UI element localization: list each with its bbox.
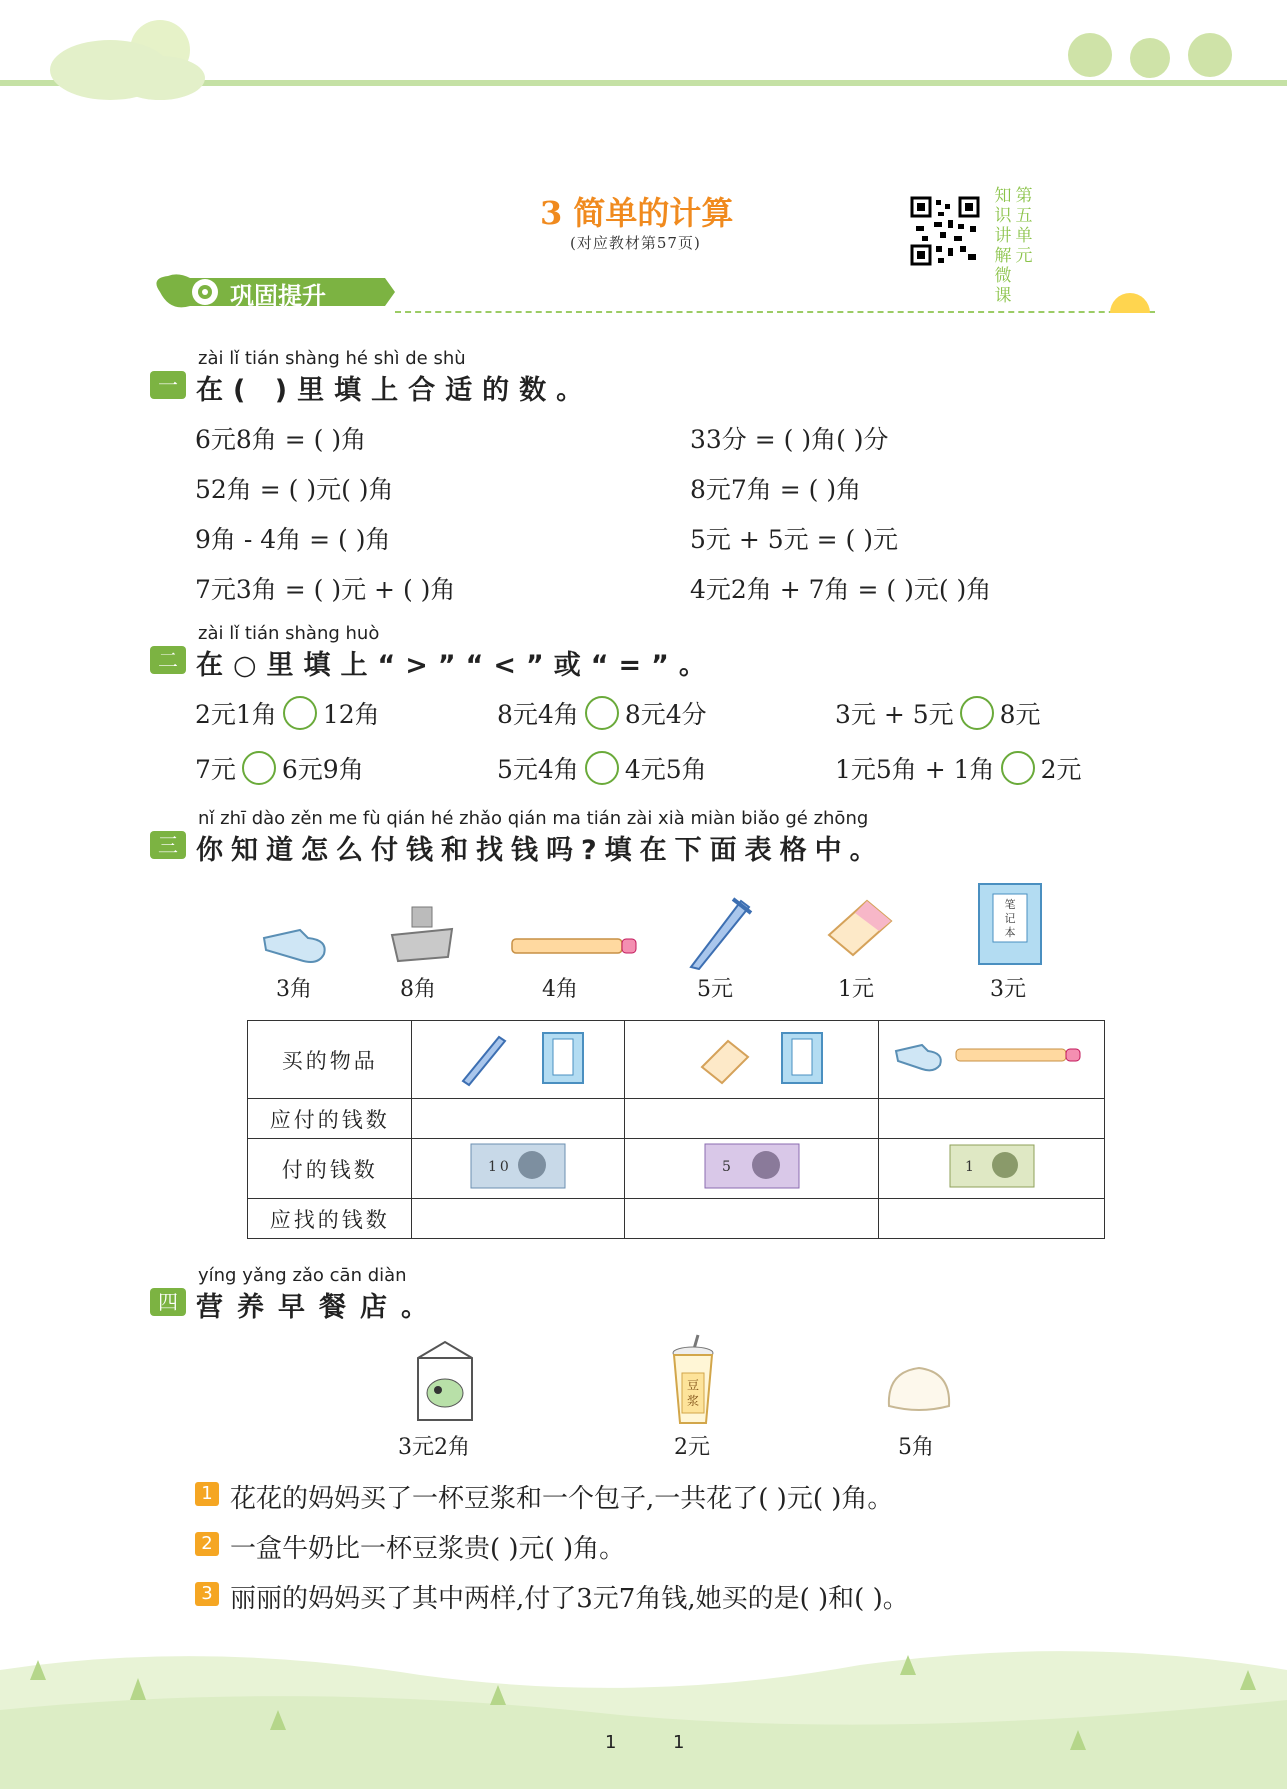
page-title: 3 简单的计算 [540,194,734,232]
q3-pinyin: nǐ zhī dào zěn me fù qián hé zhǎo qián ma tián zài xià miàn biǎo gé zhōng [198,808,869,829]
compare-circle[interactable] [960,696,994,730]
bun-icon [885,1362,953,1417]
q4-text: 营养早餐店。 [196,1292,442,1323]
cell-items-1 [412,1021,625,1099]
compare-circle[interactable] [585,696,619,730]
banknote-5-icon [704,1143,800,1189]
q2-pinyin: zài lǐ tián shàng huò [198,623,380,644]
price-soymilk: 2元 [674,1435,710,1460]
q2-item-1 [195,695,380,731]
cell-change-1[interactable] [412,1199,625,1239]
q1-left-3[interactable]: 9角 - 4角 = ( )角 [195,525,391,554]
sun-icon [1105,285,1155,315]
q1-right-3[interactable]: 5元 + 5元 = ( )元 [690,525,898,554]
q4-badge: 四 [150,1288,186,1316]
cell-items-2 [625,1021,879,1099]
q2-badge: 二 [150,646,186,674]
q2-item-left: 7元 [195,755,236,784]
q2-item-4 [195,750,364,786]
q3-badge: 三 [150,831,186,859]
compare-circle[interactable] [585,751,619,785]
q1-text: 在( )里填上合适的数。 [196,375,594,406]
q2-item-3 [835,695,1041,731]
q1-right-4[interactable]: 4元2角 + 7角 = ( )元( )角 [690,575,992,604]
q2-item-right: 6元9角 [281,755,364,784]
cell-due-2[interactable] [625,1099,879,1139]
q2-item-left: 1元5角 + 1角 [835,755,995,784]
q2-item-right: 8元4分 [624,700,707,729]
q2-item-6 [835,750,1081,786]
eraser-icon [825,895,895,960]
cell-change-2[interactable] [625,1199,879,1239]
price-notebook: 3元 [990,977,1026,1002]
row-header-paid: 付的钱数 [248,1139,412,1199]
table-row [248,1199,1105,1239]
bottom-landscape [0,1630,1287,1789]
price-milk: 3元2角 [398,1435,470,1460]
q1-badge: 一 [150,371,186,399]
table-row [248,1139,1105,1199]
qr-label-unit: 第五单元 [1015,186,1033,266]
q2-item-left: 8元4角 [497,700,579,729]
pen-icon [685,895,755,970]
qr-label-microlesson: 知识讲解微课 [994,186,1012,306]
row-header-due: 应付的钱数 [248,1099,412,1139]
q2-item-2 [497,695,707,731]
page-number-right: 1 [673,1732,685,1753]
whistle-icon [260,920,330,970]
q1-left-1[interactable]: 6元8角 = ( )角 [195,425,367,454]
notebook-icon [975,882,1045,967]
q2-item-left: 3元 + 5元 [835,700,954,729]
soymilk-label-2: 浆 [686,1394,700,1408]
q1-left-2[interactable]: 52角 = ( )元( )角 [195,475,394,504]
top-decoration [0,0,1287,110]
cell-paid-1 [412,1139,625,1199]
whistle-pencil-icons [892,1037,1092,1077]
q2-item-left: 5元4角 [497,755,579,784]
price-clip: 8角 [400,977,436,1002]
q1-right-2[interactable]: 8元7角 = ( )角 [690,475,862,504]
svg-text:笔: 笔 [1004,898,1016,911]
q2-item-right: 12角 [322,700,380,729]
banknote-value: 1 [964,1159,977,1175]
price-pencil: 4角 [542,977,578,1002]
q2-item-right: 4元5角 [624,755,707,784]
pen-notebook-icons [433,1027,603,1087]
price-eraser: 1元 [838,977,874,1002]
q2-text: 在○里填上“>”“<”或“=”。 [196,650,716,681]
pencil-icon [510,935,640,957]
q2-item-5 [497,750,707,786]
price-whistle: 3角 [276,977,312,1002]
q3-text: 你知道怎么付钱和找钱吗?填在下面表格中。 [196,835,885,866]
milk-carton-icon [410,1338,480,1423]
q1-right-1[interactable]: 33分 = ( )角( )分 [690,425,889,454]
table-row [248,1021,1105,1099]
cell-paid-3 [879,1139,1105,1199]
clip-icon [390,905,455,965]
cell-change-3[interactable] [879,1199,1105,1239]
banknote-value: 5 [721,1159,734,1175]
q2-item-right: 8元 [999,700,1041,729]
compare-circle[interactable] [242,751,276,785]
page-number-left: 1 [605,1732,617,1753]
qr-code-icon[interactable] [910,196,980,266]
page-subtitle: (对应教材第57页) [570,234,701,252]
q1-left-4[interactable]: 7元3角 = ( )元 + ( )角 [195,575,456,604]
compare-circle[interactable] [283,696,317,730]
row-header-items: 买的物品 [248,1021,412,1099]
sub-question-2[interactable]: 一盒牛奶比一杯豆浆贵( )元( )角。 [230,1534,626,1564]
table-row [248,1099,1105,1139]
sub-question-3-badge: 3 [195,1582,219,1606]
payment-table [247,1020,1105,1239]
cell-items-3 [879,1021,1105,1099]
section-divider [395,311,1155,313]
compare-circle[interactable] [1001,751,1035,785]
svg-text:本: 本 [1004,926,1016,939]
price-bun: 5角 [898,1435,934,1460]
soymilk-cup-icon [668,1333,718,1428]
q2-item-left: 2元1角 [195,700,277,729]
sub-question-1-badge: 1 [195,1482,219,1506]
cell-due-1[interactable] [412,1099,625,1139]
svg-text:记: 记 [1004,912,1016,925]
banknote-10-icon [470,1143,566,1189]
sub-question-1[interactable]: 花花的妈妈买了一杯豆浆和一个包子,一共花了( )元( )角。 [230,1484,894,1514]
q2-item-right: 2元 [1040,755,1082,784]
soymilk-label-1: 豆 [686,1378,700,1392]
price-pen: 5元 [697,977,733,1002]
cell-due-3[interactable] [879,1099,1105,1139]
sub-question-3[interactable]: 丽丽的妈妈买了其中两样,付了3元7角钱,她买的是( )和( )。 [230,1584,909,1614]
banknote-1-icon [949,1144,1035,1188]
q1-pinyin: zài lǐ tián shàng hé shì de shù [198,348,466,369]
sub-question-2-badge: 2 [195,1532,219,1556]
row-header-change: 应找的钱数 [248,1199,412,1239]
q4-pinyin: yíng yǎng zǎo cān diàn [198,1265,407,1286]
section-title: 巩固提升 [230,282,326,310]
eraser-notebook-icons [662,1027,842,1087]
cell-paid-2 [625,1139,879,1199]
banknote-value: 10 [488,1159,513,1175]
